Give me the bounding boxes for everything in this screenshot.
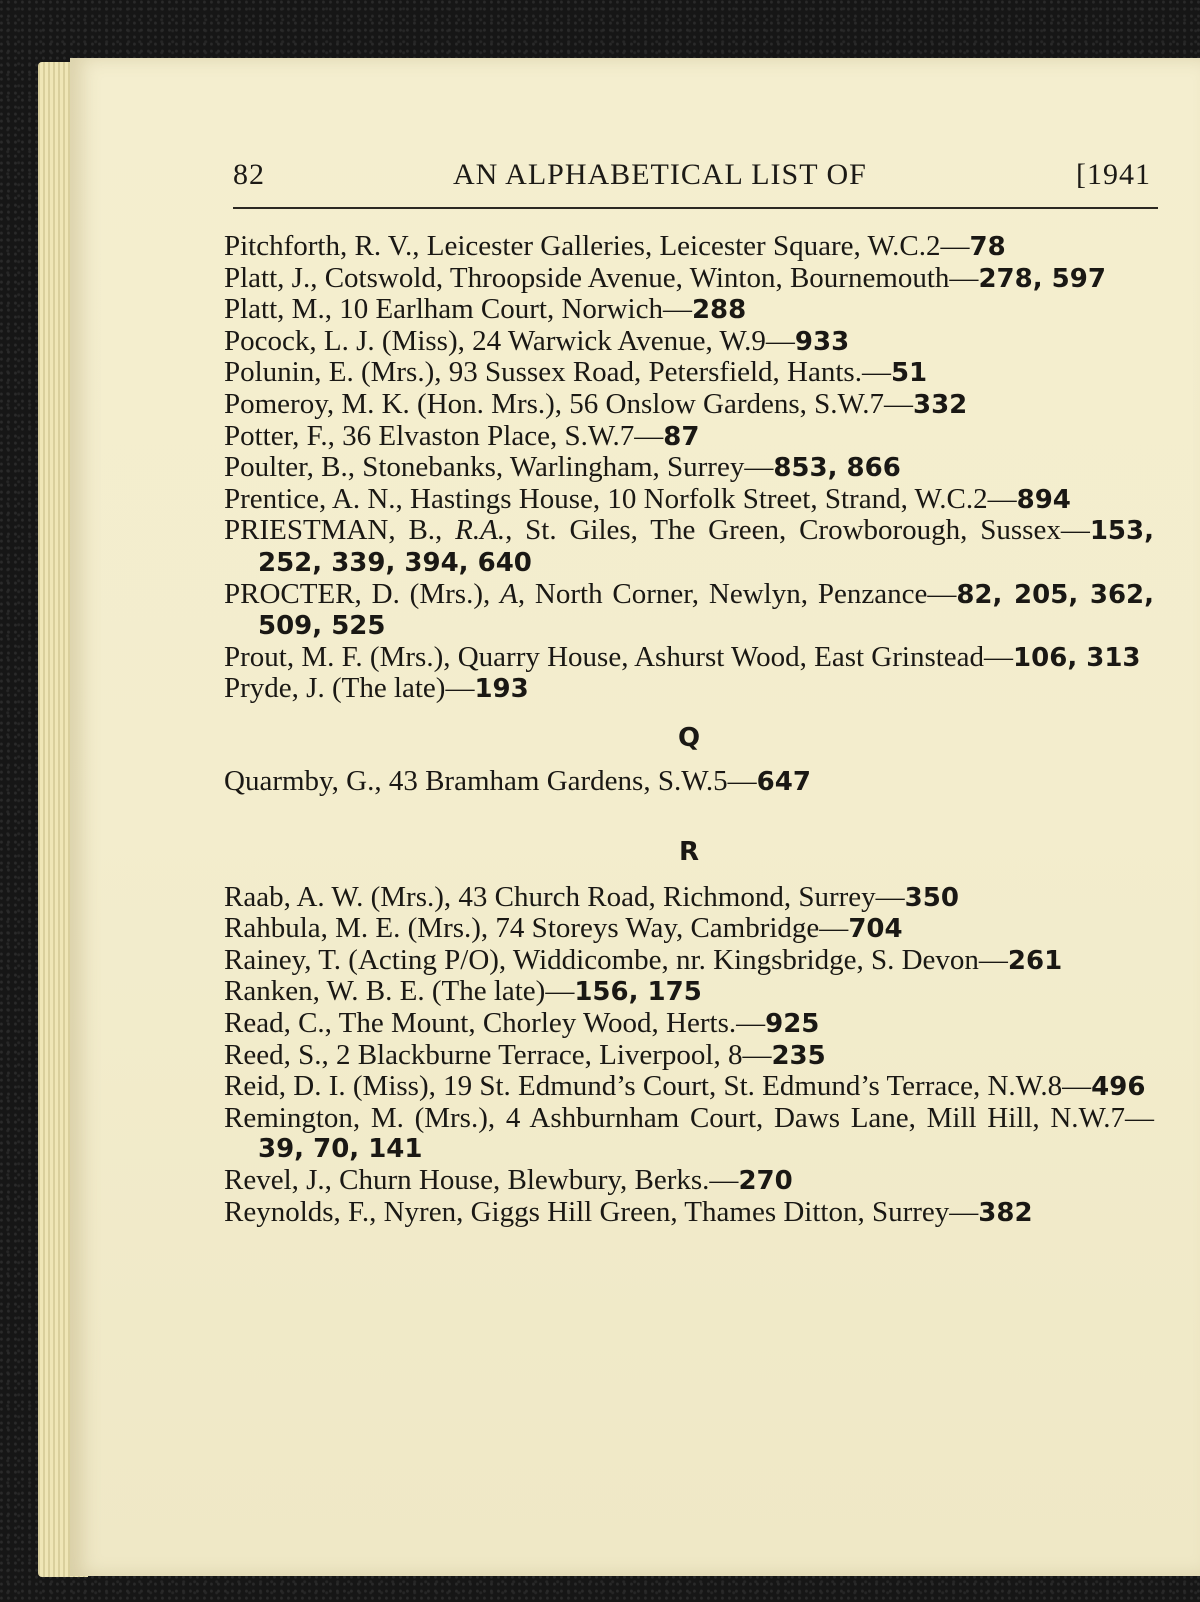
list-item: Revel, J., Churn House, Blewbury, Berks.—270 bbox=[224, 1164, 793, 1197]
list-item: Prentice, A. N., Hastings House, 10 Norfolk Street, Strand, W.C.2—894 bbox=[224, 482, 1071, 515]
list-item: Platt, J., Cotswold, Throopside Avenue, Winton, Bournemouth—278, 597 bbox=[224, 261, 1106, 294]
list-item: Raab, A. W. (Mrs.), 43 Church Road, Richmond, Surrey—350 bbox=[224, 880, 959, 913]
page-title: AN ALPHABETICAL LIST OF bbox=[453, 158, 867, 191]
list-item: Pryde, J. (The late)—193 bbox=[224, 672, 529, 705]
entry-list bbox=[224, 231, 1154, 1228]
list-item: Prout, M. F. (Mrs.), Quarry House, Ashurst Wood, East Grinstead—106, 313 bbox=[224, 640, 1141, 673]
list-item: Quarmby, G., 43 Bramham Gardens, S.W.5—647 bbox=[224, 764, 811, 797]
list-item: Platt, M., 10 Earlham Court, Norwich—288 bbox=[224, 293, 747, 326]
list-item: Reynolds, F., Nyren, Giggs Hill Green, Thames Ditton, Surrey—382 bbox=[224, 1195, 1033, 1228]
list-item: Rainey, T. (Acting P/O), Widdicombe, nr. Kingsbridge, S. Devon—261 bbox=[224, 943, 1063, 976]
section-heading-r: R bbox=[678, 837, 700, 868]
list-item: Potter, F., 36 Elvaston Place, S.W.7—87 bbox=[224, 419, 700, 452]
list-item: Rahbula, M. E. (Mrs.), 74 Storeys Way, Cambridge—704 bbox=[224, 912, 903, 945]
header-year: [1941 bbox=[1076, 158, 1151, 191]
list-item: Pitchforth, R. V., Leicester Galleries, Leicester Square, W.C.2—78 bbox=[224, 230, 1006, 262]
list-item: Remington, M. (Mrs.), 4 Ashburnham Court, Daws Lane, Mill Hill, N.W.7—39, 70, 141 bbox=[224, 1101, 1154, 1165]
header-rule bbox=[233, 207, 1158, 209]
page-number: 82 bbox=[233, 158, 265, 191]
running-header bbox=[233, 158, 1183, 198]
list-item: PROCTER, D. (Mrs.), A, North Corner, Newlyn, Penzance—82, 205, 362, 509, 525 bbox=[224, 577, 1155, 642]
list-item: Pocock, L. J. (Miss), 24 Warwick Avenue, W.9—933 bbox=[224, 324, 850, 357]
list-item: Pomeroy, M. K. (Hon. Mrs.), 56 Onslow Gardens, S.W.7—332 bbox=[224, 387, 968, 420]
list-item: Read, C., The Mount, Chorley Wood, Herts.—925 bbox=[224, 1007, 820, 1040]
section-heading-q: Q bbox=[677, 722, 701, 753]
list-item: Polunin, E. (Mrs.), 93 Sussex Road, Petersfield, Hants.—51 bbox=[224, 356, 928, 389]
list-item: Reed, S., 2 Blackburne Terrace, Liverpool, 8—235 bbox=[224, 1038, 826, 1071]
list-item: Reid, D. I. (Miss), 19 St. Edmund’s Court, St. Edmund’s Terrace, N.W.8—496 bbox=[224, 1070, 1146, 1103]
list-item: PRIESTMAN, B., R.A., St. Giles, The Green, Crowborough, Sussex—153, 252, 339, 394, 640 bbox=[224, 514, 1154, 578]
list-item: Poulter, B., Stonebanks, Warlingham, Surrey—853, 866 bbox=[224, 451, 901, 484]
list-item: Ranken, W. B. E. (The late)—156, 175 bbox=[224, 975, 702, 1008]
